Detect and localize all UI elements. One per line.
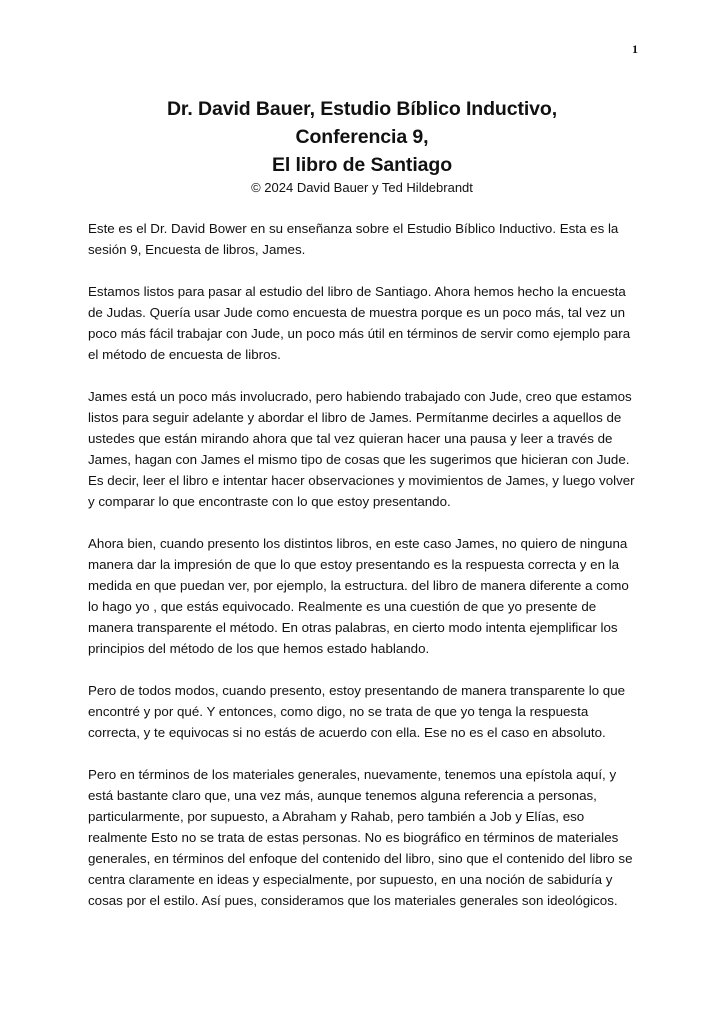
paragraph-6: Pero en términos de los materiales generales, nuevamente, tenemos una epístola aquí, y está bastante claro que, una vez más, aunque tenemos alguna referencia a personas, particularmente, por supuesto, a Abraham y Rahab, pero también a Job y Elías, eso realmente Esto no se trata de estas personas. No es biográfico en términos de materiales generales, en términos del enfoque del contenido del libro, sino que el contenido del libro se centra claramente en ideas y especialmente, por supuesto, en una noción de sabiduría y cosas por el estilo. Así pues, consideramos que los materiales generales son ideológicos. [88,767,633,908]
paragraph-1: Este es el Dr. David Bower en su enseñanza sobre el Estudio Bíblico Inductivo. Esta es la sesión 9, Encuesta de libros, James. [88,221,619,257]
page-number: 1 [632,42,638,56]
paragraph-5: Pero de todos modos, cuando presento, estoy presentando de manera transparente lo que encontré y por qué. Y entonces, como digo, no se trata de que yo tenga la respuesta correcta, y te equivocas si no estás de acuerdo con ella. Ese no es el caso en absoluto. [88,683,626,740]
paragraph-4: Ahora bien, cuando presento los distintos libros, en este caso James, no quiero de ninguna manera dar la impresión de que lo que estoy presentando es la respuesta correcta y en la medida en que puedan ver, por ejemplo, la estructura. del libro de manera diferente a como lo hago yo , que estás equivocado. Realmente es una cuestión de que yo presente de manera transparente el método. En otras palabras, en cierto modo intenta ejemplificar los principios del método de los que hemos estado hablando. [88,536,629,656]
document-body [88,218,640,932]
document-title-block [0,95,724,197]
title-line-3: El libro de Santiago [271,154,453,176]
paragraph-2: Estamos listos para pasar al estudio del libro de Santiago. Ahora hemos hecho la encuesta de Judas. Quería usar Jude como encuesta de muestra porque es un poco más, tal vez un poco más fácil trabajar con Jude, un poco más útil en términos de servir como ejemplo para el método de encuesta de libros. [88,284,631,362]
copyright-notice: © 2024 David Bauer y Ted Hildebrandt [251,180,473,195]
title-line-2: Conferencia 9, [295,126,429,148]
title-line-1: Dr. David Bauer, Estudio Bíblico Inductivo, [166,98,558,120]
paragraph-3: James está un poco más involucrado, pero habiendo trabajado con Jude, creo que estamos listos para seguir adelante y abordar el libro de James. Permítanme decirles a aquellos de ustedes que están mirando ahora que tal vez quieran hacer una pausa y leer a través de James, hagan con James el mismo tipo de cosas que les sugerimos que hicieran con Jude. Es decir, leer el libro e intentar hacer observaciones y movimientos de James, y luego volver y comparar lo que encontraste con lo que estoy presentando. [88,389,635,509]
